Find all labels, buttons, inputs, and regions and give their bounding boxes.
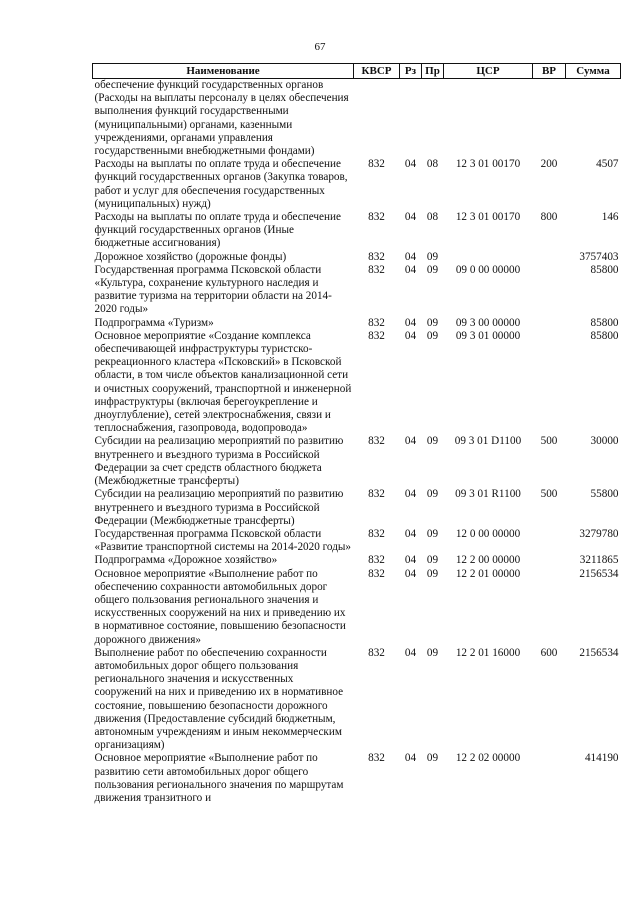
row-pr-cell: 09 xyxy=(426,316,439,329)
row-kvsr-cell: 832 xyxy=(368,567,385,580)
table-row xyxy=(93,647,621,753)
row-pr-cell: 09 xyxy=(426,554,439,567)
row-pr-cell: 09 xyxy=(426,752,439,765)
row-kvsr-cell: 832 xyxy=(368,554,385,567)
row-csr-cell: 12 3 01 00170 xyxy=(455,158,521,171)
row-pr-cell: 09 xyxy=(426,435,439,448)
row-csr-cell: 09 3 01 D1100 xyxy=(454,435,522,448)
row-vr-cell xyxy=(533,264,566,317)
row-rz-cell: 04 xyxy=(404,488,417,501)
row-sum-cell: 2156534 xyxy=(579,567,619,580)
row-sum-cell: 55800 xyxy=(590,488,619,501)
row-csr-cell: 12 3 01 00170 xyxy=(455,211,521,224)
table-row xyxy=(93,435,621,488)
row-kvsr-cell: 832 xyxy=(368,435,385,448)
row-vr-cell xyxy=(533,568,566,647)
row-csr-cell: 12 2 01 16000 xyxy=(455,646,521,659)
row-vr-cell xyxy=(533,752,566,805)
row-vr-cell: 800 xyxy=(540,211,558,224)
row-name-cell: Выполнение работ по обеспечению сохранности автомобильных дорог общего пользования регионального значения и искусственных сооружений на них и приведению их в нормативное состояние, повышению безопасности дорожного движения (Предоставление субсидий бюджетным, автономным учреждениям и иным некоммерческим организациям) xyxy=(94,646,344,752)
row-rz-cell xyxy=(400,79,422,159)
row-rz-cell: 04 xyxy=(404,567,417,580)
col-header-pr: Пр xyxy=(422,64,444,79)
row-pr-cell: 09 xyxy=(426,567,439,580)
row-pr-cell: 09 xyxy=(426,250,439,263)
row-csr-cell: 09 3 01 00000 xyxy=(455,329,521,342)
row-sum-cell: 3757403 xyxy=(579,250,619,263)
row-csr-cell xyxy=(444,251,533,264)
col-header-csr: ЦСР xyxy=(444,64,533,79)
row-name-cell: Субсидии на реализацию мероприятий по развитию внутреннего и въездного туризма в Российской Федерации (Межбюджетные трансферты) xyxy=(94,488,344,527)
row-name-cell: Подпрограмма «Туризм» xyxy=(94,316,214,329)
row-kvsr-cell: 832 xyxy=(368,488,385,501)
row-name-cell: Расходы на выплаты по оплате труда и обеспечение функций государственных органов (Иные бюджетные ассигнования) xyxy=(94,211,341,250)
row-kvsr-cell: 832 xyxy=(368,158,385,171)
row-sum-cell: 30000 xyxy=(590,435,619,448)
row-vr-cell: 200 xyxy=(540,158,558,171)
row-name-cell: Основное мероприятие «Выполнение работ по обеспечению сохранности автомобильных дорог общего пользования регионального значения и искусственных сооружений на них и приведению их в нормативное состояние, повышению безопасности дорожного движения» xyxy=(94,567,346,646)
row-pr-cell: 09 xyxy=(426,263,439,276)
col-header-sum: Сумма xyxy=(566,64,621,79)
header-row xyxy=(93,64,621,79)
row-rz-cell: 04 xyxy=(404,435,417,448)
row-csr-cell: 09 3 00 00000 xyxy=(455,316,521,329)
row-csr-cell: 12 2 00 00000 xyxy=(455,554,521,567)
table-row xyxy=(93,264,621,317)
row-vr-cell: 500 xyxy=(540,435,558,448)
col-header-rz: Рз xyxy=(400,64,422,79)
table-row xyxy=(93,568,621,647)
row-vr-cell xyxy=(533,554,566,567)
row-rz-cell: 04 xyxy=(404,527,417,540)
table-row xyxy=(93,158,621,211)
row-sum-cell: 146 xyxy=(601,211,619,224)
row-rz-cell: 04 xyxy=(404,250,417,263)
row-rz-cell: 04 xyxy=(404,263,417,276)
col-header-kvsr: КВСР xyxy=(354,64,400,79)
row-kvsr-cell: 832 xyxy=(368,646,385,659)
row-rz-cell: 04 xyxy=(404,316,417,329)
row-kvsr-cell: 832 xyxy=(368,752,385,765)
row-sum-cell xyxy=(566,79,621,159)
row-name-cell: Государственная программа Псковской области «Развитие транспортной системы на 2014-2020 годы» xyxy=(94,527,351,554)
row-pr-cell: 08 xyxy=(426,158,439,171)
row-sum-cell: 2156534 xyxy=(579,646,619,659)
col-header-vr: ВР xyxy=(533,64,566,79)
row-name-cell: Государственная программа Псковской области «Культура, сохранение культурного наследия и развитие туризма на территории области на 2014-2020 годы» xyxy=(94,263,332,316)
row-csr-cell: 09 3 01 R1100 xyxy=(455,488,521,501)
row-name-cell: Подпрограмма «Дорожное хозяйство» xyxy=(94,554,278,567)
row-sum-cell: 414190 xyxy=(584,752,619,765)
row-kvsr-cell: 832 xyxy=(368,527,385,540)
row-kvsr-cell: 832 xyxy=(368,211,385,224)
table-row xyxy=(93,528,621,554)
row-pr-cell: 09 xyxy=(426,488,439,501)
row-kvsr-cell xyxy=(354,79,400,159)
row-vr-cell xyxy=(533,79,566,159)
row-rz-cell: 04 xyxy=(404,554,417,567)
row-sum-cell: 4507 xyxy=(596,158,619,171)
row-csr-cell: 12 2 02 00000 xyxy=(455,752,521,765)
row-sum-cell: 85800 xyxy=(590,316,619,329)
row-name-cell: Субсидии на реализацию мероприятий по развитию внутреннего и въездного туризма в Российской Федерации за счет средств областного бюджета (Межбюджетные трансферты) xyxy=(94,435,344,488)
row-rz-cell: 04 xyxy=(404,211,417,224)
table-row xyxy=(93,211,621,251)
row-name-cell: Основное мероприятие «Создание комплекса обеспечивающей инфраструктуры туристско-рекреационного кластера «Псковский» в Псковской области, в том числе объектов канализационной сети и очистных сооружений, транспортной и инженерной инфраструктуры (включая берегоукрепление и дноуглубление), сетей электроснабжения, связи и теплоснабжения, газопровода, водопровода» xyxy=(94,329,352,435)
row-rz-cell: 04 xyxy=(404,329,417,342)
row-rz-cell: 04 xyxy=(404,752,417,765)
table-row xyxy=(93,554,621,567)
table-row xyxy=(93,251,621,264)
row-pr-cell: 09 xyxy=(426,527,439,540)
row-pr-cell xyxy=(422,79,444,159)
row-pr-cell: 09 xyxy=(426,646,439,659)
row-name-cell: Основное мероприятие «Выполнение работ по развитию сети автомобильных дорог общего пользования регионального значения по маршрутам движения транзитного и xyxy=(94,752,344,804)
row-sum-cell: 85800 xyxy=(590,263,619,276)
table-row xyxy=(93,79,621,159)
table-row xyxy=(93,488,621,528)
row-sum-cell: 3211865 xyxy=(579,554,619,567)
row-pr-cell: 09 xyxy=(426,329,439,342)
row-kvsr-cell: 832 xyxy=(368,316,385,329)
row-vr-cell: 500 xyxy=(540,488,558,501)
row-vr-cell: 600 xyxy=(540,646,558,659)
row-sum-cell: 3279780 xyxy=(579,527,619,540)
row-csr-cell xyxy=(444,79,533,159)
table-row xyxy=(93,330,621,436)
row-vr-cell xyxy=(533,251,566,264)
row-rz-cell: 04 xyxy=(404,158,417,171)
row-name-cell: Дорожное хозяйство (дорожные фонды) xyxy=(94,250,287,263)
budget-table xyxy=(92,63,621,805)
row-pr-cell: 08 xyxy=(426,211,439,224)
row-vr-cell xyxy=(533,528,566,554)
table-header xyxy=(93,64,621,79)
row-rz-cell: 04 xyxy=(404,646,417,659)
table-row xyxy=(93,317,621,330)
row-name-cell: обеспечение функций государственных органов (Расходы на выплаты персоналу в целях обеспечения выполнения функций государственными (муниципальными) органами, казенными учреждениями, органами управления государственными внебюджетными фондами) xyxy=(94,79,349,158)
row-sum-cell: 85800 xyxy=(590,329,619,342)
row-kvsr-cell: 832 xyxy=(368,329,385,342)
table-row xyxy=(93,752,621,805)
row-kvsr-cell: 832 xyxy=(368,250,385,263)
page-number: 67 xyxy=(314,41,326,53)
row-vr-cell xyxy=(533,330,566,436)
row-csr-cell: 12 2 01 00000 xyxy=(455,567,521,580)
row-csr-cell: 09 0 00 00000 xyxy=(455,263,521,276)
table-body xyxy=(93,79,621,806)
row-csr-cell: 12 0 00 00000 xyxy=(455,527,521,540)
row-name-cell: Расходы на выплаты по оплате труда и обеспечение функций государственных органов (Закупка товаров, работ и услуг для обеспечения государственных (муниципальных) нужд) xyxy=(94,158,348,210)
col-header-name: Наименование xyxy=(93,64,354,79)
row-vr-cell xyxy=(533,317,566,330)
row-kvsr-cell: 832 xyxy=(368,263,385,276)
